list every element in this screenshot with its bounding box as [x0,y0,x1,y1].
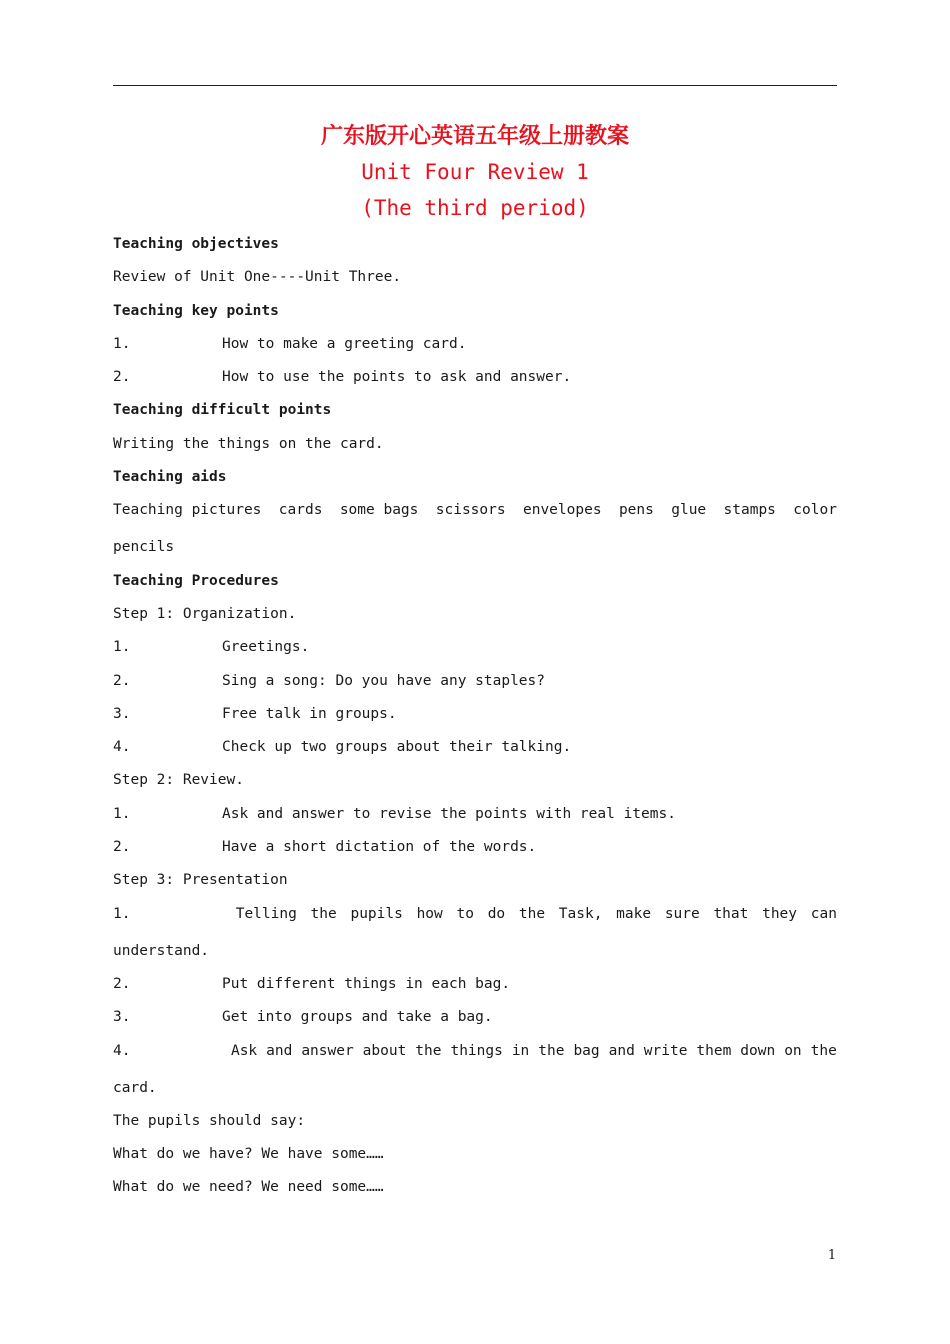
item-word: Task, [558,905,603,922]
item-word: Telling [235,905,297,922]
item-word: make [616,905,652,922]
item-word: on [784,1042,802,1059]
aid-word: color [793,502,837,519]
item-word: they [762,905,798,922]
header-rule [113,85,837,86]
step1-item [113,631,837,664]
item-number: 4. [113,1042,131,1059]
aids-list [113,494,837,531]
objectives-heading: Teaching objectives [113,236,279,252]
item-word: to [456,905,474,922]
item-word: answer [301,1042,354,1059]
page-number: 1 [827,1248,837,1263]
pupils-say-label: The pupils should say: [113,1112,306,1129]
difficult-points-heading: Teaching difficult points [113,402,332,419]
key-points-heading: Teaching key points [113,302,279,319]
item-number: 2. [113,672,131,689]
procedures-heading: Teaching Procedures [113,572,279,589]
unit-title: Unit Four Review 1 [361,160,589,184]
item-word: can [810,905,837,922]
title-block [113,118,837,226]
item-word: do [487,905,506,922]
chinese-title: 广东版开心英语五年级上册教案 [320,123,629,149]
item-number: 2. [113,839,131,856]
difficult-points-text: Writing the things on the card. [113,435,384,452]
item-word: pupils [350,905,403,922]
step1-item [113,698,837,731]
aids-heading: Teaching aids [113,469,227,486]
item-number: 1. [113,335,131,352]
aid-word: scissors [435,502,506,519]
key-point-item [113,361,837,394]
step2-item [113,798,837,831]
item-word: and [608,1042,635,1059]
period-title: (The third period) [361,196,589,220]
step2-item [113,831,837,864]
item-word: how [416,905,443,922]
aid-word: Teaching pictures [113,502,262,519]
item-word: the [810,1042,837,1059]
item-word: the [518,905,546,922]
item-word: the [310,905,337,922]
item-number: 3. [113,705,131,722]
item-number: 2. [113,369,131,386]
item-word: about [362,1042,407,1059]
aid-word: pens [618,502,654,519]
aid-word: stamps [723,502,776,519]
objectives-text: Review of Unit One----Unit Three. [113,269,402,286]
say-line: What do we have? We have some…… [113,1146,384,1163]
item-number: 1. [113,639,131,656]
item-text: Get into groups and take a bag. [222,1009,493,1026]
aid-word: some bags [339,502,419,519]
step3-item1-continuation: understand. [113,942,210,959]
item-word: that [713,905,749,922]
item-text: Greetings. [222,639,310,656]
item-text: How to make a greeting card. [222,335,467,352]
step3-item [113,968,837,1001]
item-word: and [266,1042,293,1059]
item-number: 4. [113,739,131,756]
step3-item4-continuation: card. [113,1079,157,1096]
item-number: 3. [113,1009,131,1026]
item-word: them [696,1042,732,1059]
step3-item1 [113,898,837,935]
item-text: How to use the points to ask and answer. [222,369,572,386]
item-text: Sing a song: Do you have any staples? [222,672,546,689]
step1-item [113,731,837,764]
aid-word: envelopes [522,502,602,519]
aid-word: glue [671,502,707,519]
item-text: Put different things in each bag. [222,975,511,992]
step1-title: Step 1: Organization. [113,605,297,622]
item-text: Check up two groups about their talking. [222,739,572,756]
item-text: Have a short dictation of the words. [222,839,537,856]
item-word: down [740,1042,776,1059]
step2-title: Step 2: Review. [113,772,244,789]
aid-word: cards [278,502,323,519]
item-word: write [643,1042,688,1059]
step1-item [113,665,837,698]
item-word: things [450,1042,503,1059]
item-word: sure [664,905,700,922]
lesson-plan-body [113,228,837,1205]
item-word: the [415,1042,442,1059]
item-word: the [538,1042,565,1059]
item-number: 2. [113,975,131,992]
item-word: in [511,1042,530,1059]
say-line: What do we need? We need some…… [113,1179,384,1196]
step3-title: Step 3: Presentation [113,872,288,889]
step3-item4 [113,1035,837,1072]
item-word: bag [573,1042,600,1059]
item-word: Ask [230,1042,258,1059]
item-number: 1. [113,805,131,822]
item-number: 1. [113,905,131,922]
item-text: Free talk in groups. [222,705,397,722]
key-point-item [113,328,837,361]
item-text: Ask and answer to revise the points with real items. [222,805,676,822]
step3-item [113,1001,837,1034]
aids-continuation: pencils [113,539,175,556]
